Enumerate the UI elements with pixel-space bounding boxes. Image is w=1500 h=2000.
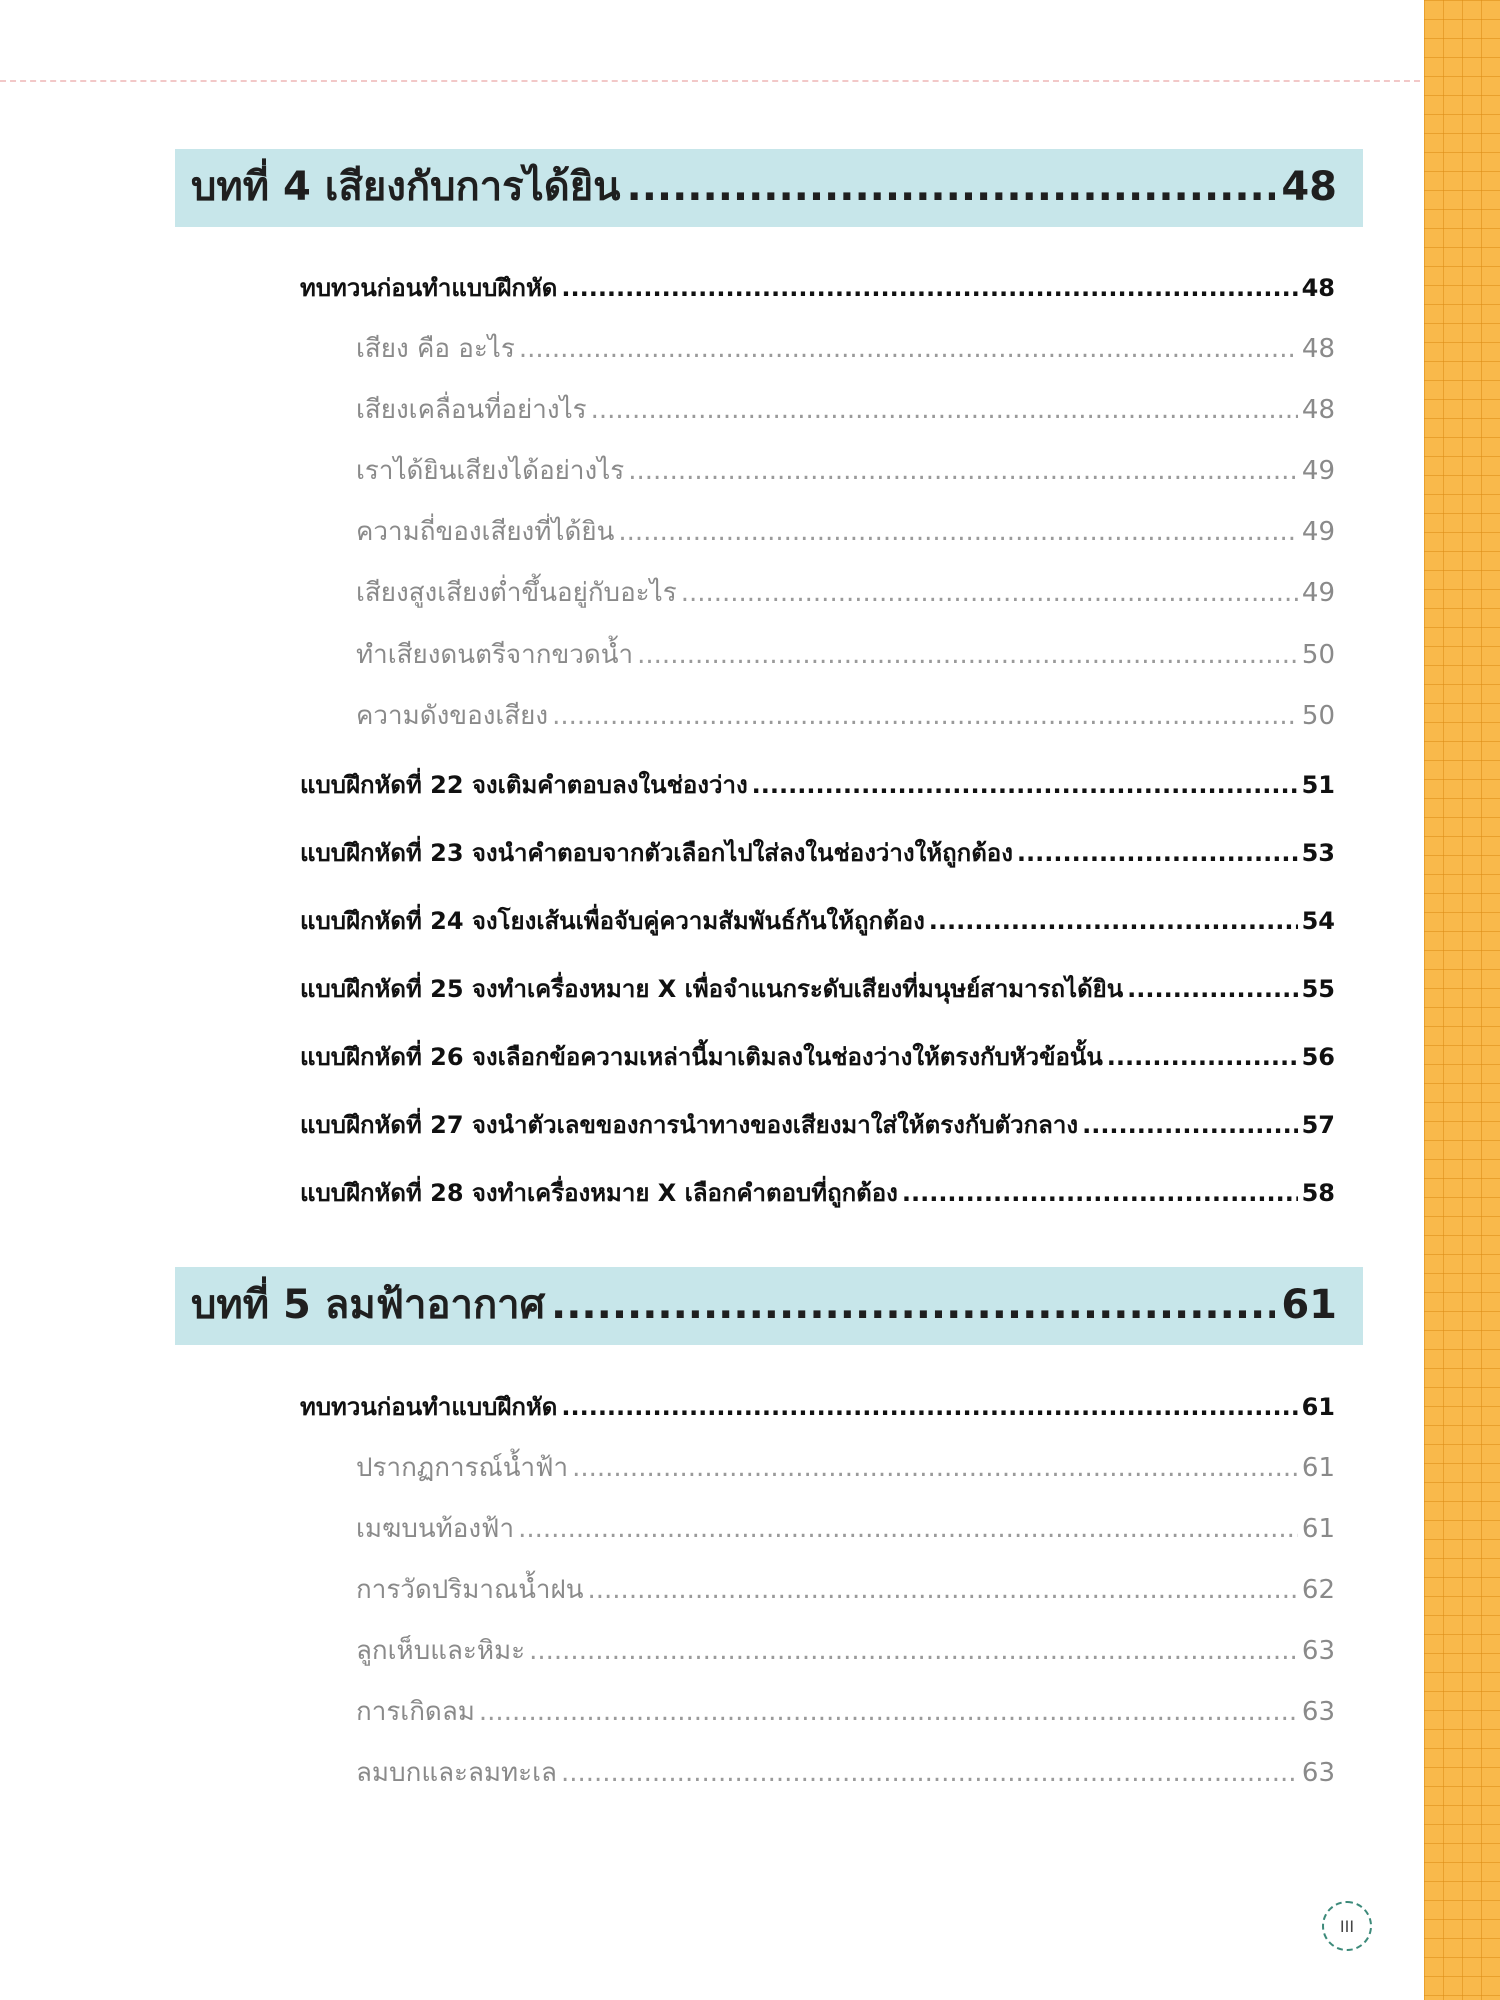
- toc-entry-page: 49: [1301, 456, 1335, 486]
- dot-leader: [618, 517, 1298, 547]
- toc-entry-label: เสียง คือ อะไร: [356, 334, 515, 364]
- dot-leader: [902, 1179, 1298, 1207]
- toc-entry-page: 61: [1301, 1514, 1335, 1544]
- toc-entry-exercise: [300, 969, 1335, 1008]
- toc-entry-label: แบบฝึกหัดที่ 24 จงโยงเส้นเพื่อจับคู่ความสัมพันธ์กันให้ถูกต้อง: [300, 907, 925, 935]
- chapter-5-page: 61: [1281, 1282, 1337, 1328]
- dot-leader: [518, 1514, 1298, 1544]
- toc-entry-label: เมฆบนท้องฟ้า: [356, 1514, 515, 1544]
- chapter-4-page: 48: [1281, 164, 1337, 210]
- toc-entry-label: ความดังของเสียง: [356, 701, 549, 731]
- dot-leader: [752, 771, 1298, 799]
- toc-entry-topic: [356, 389, 1335, 430]
- toc-entry-topic: [356, 1752, 1335, 1793]
- toc-entry-label: แบบฝึกหัดที่ 28 จงทำเครื่องหมาย X เลือกคำตอบที่ถูกต้อง: [300, 1179, 898, 1207]
- toc-entry-page: 61: [1301, 1393, 1335, 1421]
- dot-leader: [1082, 1111, 1298, 1139]
- toc-entry-label: การวัดปริมาณน้ำฝน: [356, 1575, 584, 1605]
- dot-leader: [627, 161, 1276, 213]
- toc-entry-review: [300, 268, 1335, 307]
- toc-entry-topic: [356, 1447, 1335, 1488]
- toc-entry-label: แบบฝึกหัดที่ 26 จงเลือกข้อความเหล่านี้มาเติมลงในช่องว่างให้ตรงกับหัวข้อนั้น: [300, 1043, 1103, 1071]
- toc-entry-label: ลูกเห็บและหิมะ: [356, 1636, 526, 1666]
- dot-leader: [1107, 1043, 1298, 1071]
- chapter-5-title: บทที่ 5 ลมฟ้าอากาศ: [191, 1282, 546, 1328]
- toc-entry-topic: [356, 695, 1335, 736]
- toc-entry-page: 63: [1301, 1636, 1335, 1666]
- toc-entry-topic: [356, 1508, 1335, 1549]
- chapter-4-title: บทที่ 4 เสียงกับการได้ยิน: [191, 164, 621, 210]
- toc-entry-page: 58: [1301, 1179, 1335, 1207]
- toc-entry-page: 50: [1301, 640, 1335, 670]
- toc-entry-label: ทบทวนก่อนทำแบบฝึกหัด: [300, 274, 558, 302]
- dot-leader: [561, 274, 1297, 302]
- toc-entry-topic: [356, 1630, 1335, 1671]
- toc-entry-page: 62: [1301, 1575, 1335, 1605]
- dot-leader: [529, 1636, 1298, 1666]
- toc-entry-label: แบบฝึกหัดที่ 23 จงนำคำตอบจากตัวเลือกไปใส่ลงในช่องว่างให้ถูกต้อง: [300, 839, 1013, 867]
- dot-leader: [551, 1279, 1275, 1331]
- toc-entry-label: ความถี่ของเสียงที่ได้ยิน: [356, 517, 615, 547]
- toc-entry-label: แบบฝึกหัดที่ 25 จงทำเครื่องหมาย X เพื่อจำแนกระดับเสียงที่มนุษย์สามารถได้ยิน: [300, 975, 1124, 1003]
- dot-leader: [561, 1393, 1297, 1421]
- toc-entry-page: 63: [1301, 1758, 1335, 1788]
- dot-leader: [561, 1758, 1298, 1788]
- toc-entry-topic: [356, 328, 1335, 369]
- toc-entry-label: การเกิดลม: [356, 1697, 475, 1727]
- dot-leader: [1127, 975, 1297, 1003]
- toc-entry-exercise: [300, 901, 1335, 940]
- dot-leader: [519, 334, 1298, 364]
- chapter-4-heading: [175, 149, 1363, 227]
- toc-entry-page: 53: [1301, 839, 1335, 867]
- toc-entry-exercise: [300, 1037, 1335, 1076]
- top-dashed-divider: [0, 80, 1420, 82]
- dot-leader: [637, 640, 1298, 670]
- toc-entry-label: เสียงเคลื่อนที่อย่างไร: [356, 395, 587, 425]
- dot-leader: [591, 395, 1298, 425]
- toc-entry-page: 50: [1301, 701, 1335, 731]
- toc-entry-label: ลมบกและลมทะเล: [356, 1758, 557, 1788]
- toc-entry-page: 48: [1301, 334, 1335, 364]
- dot-leader: [479, 1697, 1298, 1727]
- toc-entry-page: 57: [1301, 1111, 1335, 1139]
- toc-entry-page: 56: [1301, 1043, 1335, 1071]
- toc-entry-page: 49: [1301, 517, 1335, 547]
- toc-entry-page: 55: [1301, 975, 1335, 1003]
- dot-leader: [929, 907, 1298, 935]
- toc-entry-label: แบบฝึกหัดที่ 27 จงนำตัวเลขของการนำทางของเสียงมาใส่ให้ตรงกับตัวกลาง: [300, 1111, 1079, 1139]
- toc-entry-label: เสียงสูงเสียงต่ำขึ้นอยู่กับอะไร: [356, 578, 677, 608]
- toc-entry-exercise: [300, 765, 1335, 804]
- toc-entry-exercise: [300, 1105, 1335, 1144]
- toc-entry-label: ทำเสียงดนตรีจากขวดน้ำ: [356, 640, 634, 670]
- toc-entry-review: [300, 1387, 1335, 1426]
- chapter-5-heading: [175, 1267, 1363, 1345]
- toc-entry-topic: [356, 634, 1335, 675]
- toc-entry-page: 49: [1301, 578, 1335, 608]
- dot-leader: [588, 1575, 1298, 1605]
- toc-entry-topic: [356, 1569, 1335, 1610]
- toc-entry-label: ทบทวนก่อนทำแบบฝึกหัด: [300, 1393, 558, 1421]
- toc-entry-page: 48: [1301, 274, 1335, 302]
- toc-entry-page: 63: [1301, 1697, 1335, 1727]
- toc-entry-topic: [356, 572, 1335, 613]
- toc-entry-page: 61: [1301, 1453, 1335, 1483]
- dot-leader: [681, 578, 1298, 608]
- toc-entry-topic: [356, 450, 1335, 491]
- toc-entry-label: แบบฝึกหัดที่ 22 จงเติมคำตอบลงในช่องว่าง: [300, 771, 748, 799]
- dot-leader: [572, 1453, 1298, 1483]
- dot-leader: [1017, 839, 1298, 867]
- page-number-badge: III: [1322, 1901, 1372, 1951]
- toc-entry-page: 54: [1301, 907, 1335, 935]
- toc-entry-page: 51: [1301, 771, 1335, 799]
- toc-entry-topic: [356, 1691, 1335, 1732]
- grid-side-strip: [1424, 0, 1500, 2000]
- toc-entry-label: เราได้ยินเสียงได้อย่างไร: [356, 456, 625, 486]
- dot-leader: [552, 701, 1298, 731]
- toc-entry-topic: [356, 511, 1335, 552]
- toc-entry-page: 48: [1301, 395, 1335, 425]
- toc-entry-exercise: [300, 833, 1335, 872]
- toc-entry-exercise: [300, 1173, 1335, 1212]
- dot-leader: [628, 456, 1298, 486]
- toc-entry-label: ปรากฏการณ์น้ำฟ้า: [356, 1453, 569, 1483]
